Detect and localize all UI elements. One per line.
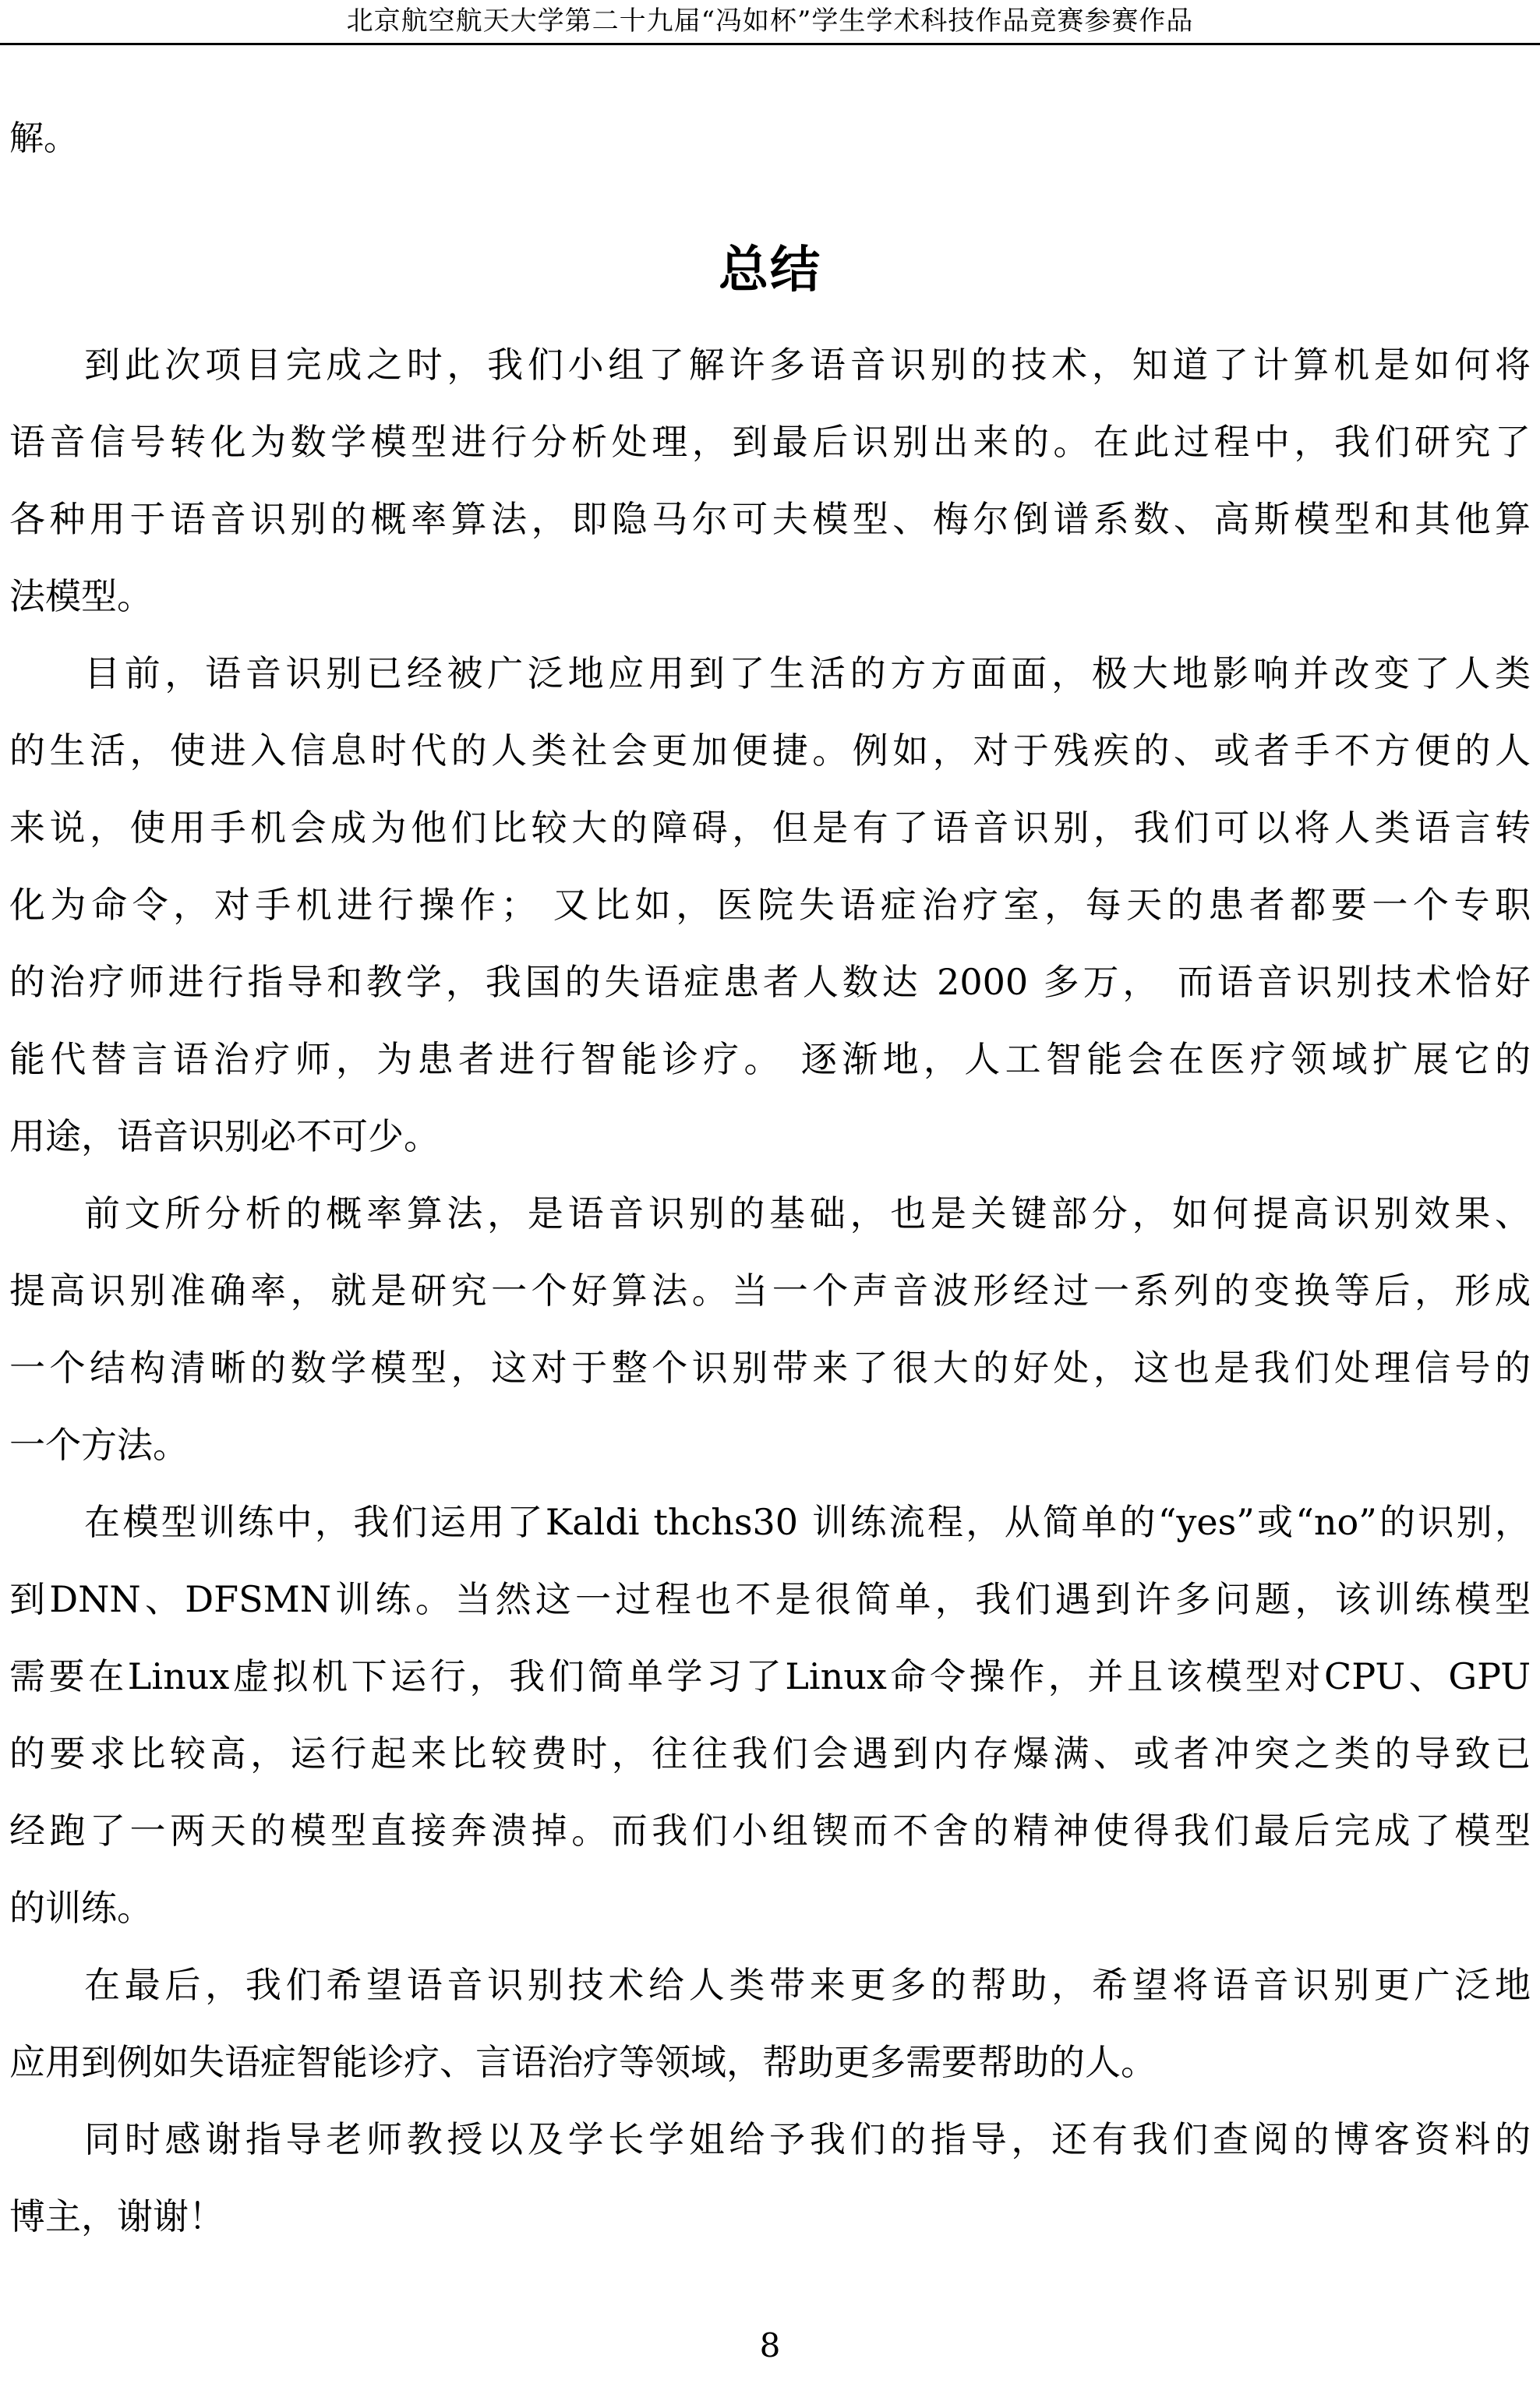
paragraph-line: 到DNN、DFSMN训练。当然这一过程也不是很简单，我们遇到许多问题，该训练模型 [9,1578,1531,1620]
paragraph-line: 的要求比较高，运行起来比较费时，往往我们会遇到内存爆满、或者冲突之类的导致已 [9,1732,1531,1775]
paragraph [9,1484,1531,1947]
paragraph-line: 语音信号转化为数学模型进行分析处理，到最后识别出来的。在此过程中，我们研究了 [9,421,1531,463]
section-title: 总结 [719,242,821,299]
paragraph-line: 到此次项目完成之时，我们小组了解许多语音识别的技术，知道了计算机是如何将 [84,344,1531,386]
paragraph-line: 一个结构清晰的数学模型，这对于整个识别带来了很大的好处，这也是我们处理信号的 [9,1347,1531,1389]
paragraph [9,635,1531,1175]
running-header-title: 北京航空航天大学第二十九届“冯如杯”学生学术科技作品竞赛参赛作品 [346,5,1194,37]
continued-text: 解。 [9,118,78,158]
paragraph-line: 在最后，我们希望语音识别技术给人类带来更多的帮助，希望将语音识别更广泛地 [84,1964,1531,2006]
paragraph-line: 需要在Linux虚拟机下运行，我们简单学习了Linux命令操作，并且该模型对CPU、GPU [9,1655,1531,1697]
paragraph [9,327,1531,635]
paragraph-line: 的生活，使进入信息时代的人类社会更加便捷。例如，对于残疾的、或者手不方便的人 [9,729,1531,772]
paragraph-line: 经跑了一两天的模型直接奔溃掉。而我们小组锲而不舍的精神使得我们最后完成了模型 [9,1810,1531,1852]
paragraph-line: 用途，语音识别必不可少。 [9,1115,440,1157]
paragraph-line: 同时感谢指导老师教授以及学长学姐给予我们的指导，还有我们查阅的博客资料的 [84,2118,1531,2160]
paragraph [9,2101,1531,2255]
paragraph-line: 的训练。 [9,1887,153,1929]
page-footer [0,2326,1540,2365]
paragraph-line: 博主，谢谢！ [9,2195,224,2237]
paragraph-line: 能代替言语治疗师，为患者进行智能诊疗。 逐渐地，人工智能会在医疗领域扩展它的 [9,1038,1531,1080]
paragraph-line: 法模型。 [9,575,153,617]
paragraph-line: 一个方法。 [9,1424,189,1466]
running-header [0,0,1540,45]
paragraph-line: 化为命令，对手机进行操作； 又比如，医院失语症治疗室，每天的患者都要一个专职 [9,884,1531,926]
paragraph-line: 目前，语音识别已经被广泛地应用到了生活的方方面面，极大地影响并改变了人类 [84,652,1531,694]
paragraph-line: 前文所分析的概率算法，是语音识别的基础，也是关键部分，如何提高识别效果、 [84,1192,1531,1234]
paragraph [9,1947,1531,2101]
page-body [0,45,1540,2255]
paragraph-line: 在模型训练中，我们运用了Kaldi thchs30 训练流程，从简单的“yes”或“no”的识别， [84,1501,1531,1543]
paragraph-line: 各种用于语音识别的概率算法，即隐马尔可夫模型、梅尔倒谱系数、高斯模型和其他算 [9,498,1531,540]
paragraph [9,1175,1531,1484]
paragraph-line: 的治疗师进行指导和教学，我国的失语症患者人数达 2000 多万， 而语音识别技术恰好 [9,961,1531,1003]
paragraph-line: 提高识别准确率，就是研究一个好算法。当一个声音波形经过一系列的变换等后，形成 [9,1270,1531,1312]
paragraph-line: 应用到例如失语症智能诊疗、言语治疗等领域，帮助更多需要帮助的人。 [9,2041,1157,2083]
page-number: 8 [759,2326,781,2364]
paragraph-line: 来说，使用手机会成为他们比较大的障碍，但是有了语音识别，我们可以将人类语言转 [9,807,1531,849]
